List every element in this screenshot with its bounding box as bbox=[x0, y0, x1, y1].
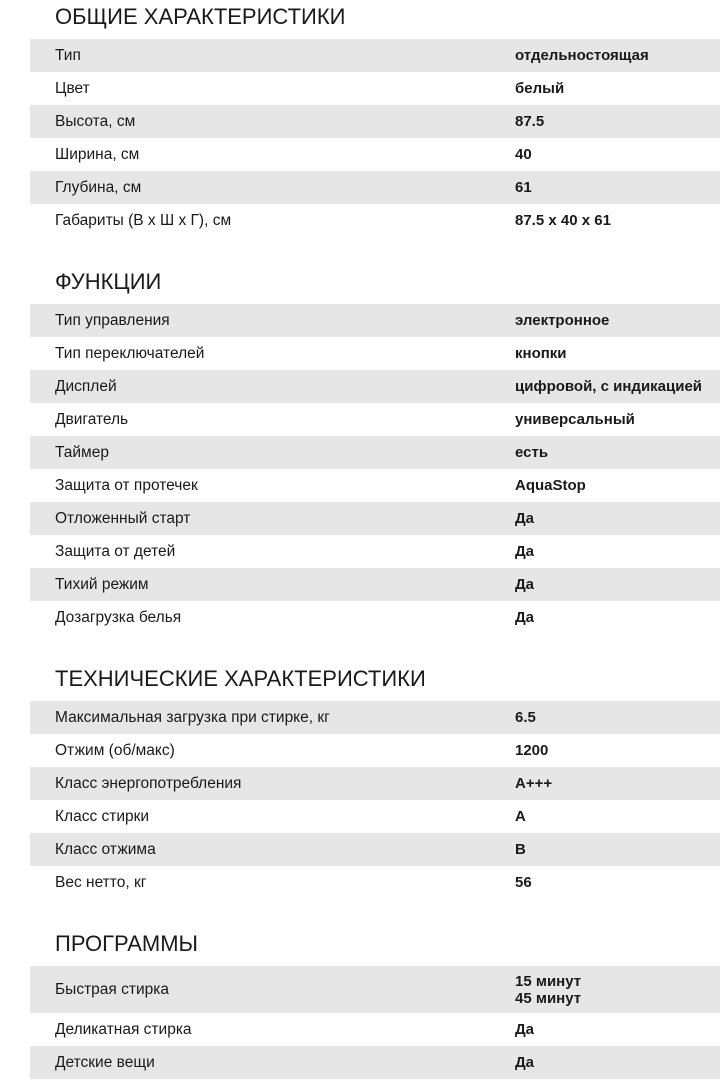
table-row bbox=[30, 966, 720, 1013]
row-label: Дисплей bbox=[55, 377, 117, 395]
spec-table bbox=[30, 39, 720, 237]
table-row bbox=[30, 436, 720, 469]
row-value: 61 bbox=[515, 179, 532, 196]
row-label: Быстрая стирка bbox=[55, 980, 169, 998]
section-title: ФУНКЦИИ bbox=[55, 269, 162, 294]
table-row bbox=[30, 1013, 720, 1046]
row-value: B bbox=[515, 841, 526, 858]
row-value: электронное bbox=[515, 312, 610, 329]
table-row bbox=[30, 39, 720, 72]
spec-table bbox=[30, 966, 720, 1079]
table-row bbox=[30, 535, 720, 568]
table-row bbox=[30, 866, 720, 899]
row-value: кнопки bbox=[515, 345, 567, 362]
row-label: Тихий режим bbox=[55, 575, 149, 593]
table-row bbox=[30, 72, 720, 105]
spec-table bbox=[30, 701, 720, 899]
table-row bbox=[30, 601, 720, 634]
table-row bbox=[30, 304, 720, 337]
table-row bbox=[30, 568, 720, 601]
table-row bbox=[30, 370, 720, 403]
row-label: Защита от протечек bbox=[55, 476, 198, 494]
table-row bbox=[30, 502, 720, 535]
row-value: Да bbox=[515, 1054, 535, 1071]
table-row bbox=[30, 1046, 720, 1079]
table-row bbox=[30, 171, 720, 204]
table-row bbox=[30, 734, 720, 767]
row-value: Да bbox=[515, 609, 535, 626]
row-value: A bbox=[515, 808, 526, 825]
row-label: Дозагрузка белья bbox=[55, 608, 182, 626]
table-row bbox=[30, 469, 720, 502]
row-label: Детские вещи bbox=[55, 1053, 155, 1071]
section-title: ОБЩИЕ ХАРАКТЕРИСТИКИ bbox=[55, 4, 346, 29]
row-value: универсальный bbox=[515, 411, 635, 428]
row-value: отдельностоящая bbox=[515, 47, 649, 64]
row-value: 40 bbox=[515, 146, 532, 163]
row-label: Тип управления bbox=[55, 311, 170, 329]
row-value: Да bbox=[515, 1021, 535, 1038]
row-value: AquaStop bbox=[515, 477, 586, 494]
row-label: Вес нетто, кг bbox=[55, 873, 147, 891]
row-label: Тип bbox=[55, 46, 81, 64]
row-label: Максимальная загрузка при стирке, кг bbox=[55, 708, 330, 726]
row-value: Да bbox=[515, 576, 535, 593]
row-label: Таймер bbox=[55, 443, 109, 461]
row-label: Класс стирки bbox=[55, 807, 150, 825]
table-row bbox=[30, 767, 720, 800]
table-row bbox=[30, 701, 720, 734]
row-label: Защита от детей bbox=[55, 542, 176, 560]
row-value: 1200 bbox=[515, 742, 549, 759]
row-value-line: 45 минут bbox=[515, 989, 582, 1007]
row-value: есть bbox=[515, 444, 549, 461]
row-label: Ширина, см bbox=[55, 145, 140, 163]
row-label: Габариты (В х Ш х Г), см bbox=[55, 211, 232, 229]
row-label: Отложенный старт bbox=[55, 509, 191, 527]
table-row bbox=[30, 800, 720, 833]
section-title: ТЕХНИЧЕСКИЕ ХАРАКТЕРИСТИКИ bbox=[55, 666, 426, 691]
row-value: 87.5 x 40 x 61 bbox=[515, 212, 611, 229]
row-label: Отжим (об/макс) bbox=[55, 741, 175, 759]
table-row bbox=[30, 105, 720, 138]
row-label: Высота, см bbox=[55, 112, 136, 130]
row-value: белый bbox=[515, 80, 565, 97]
row-label: Класс энергопотребления bbox=[55, 774, 242, 792]
row-value: 56 bbox=[515, 874, 532, 891]
spec-table bbox=[30, 304, 720, 634]
row-value: 87.5 bbox=[515, 113, 545, 130]
table-row bbox=[30, 403, 720, 436]
row-value: Да bbox=[515, 543, 535, 560]
row-value: A+++ bbox=[515, 775, 553, 792]
row-value: Да bbox=[515, 510, 535, 527]
row-value-line: 15 минут bbox=[515, 972, 582, 990]
table-row bbox=[30, 138, 720, 171]
row-label: Цвет bbox=[55, 79, 90, 97]
row-label: Тип переключателей bbox=[55, 344, 205, 362]
row-label: Двигатель bbox=[55, 410, 129, 428]
row-label: Глубина, см bbox=[55, 178, 142, 196]
section-title: ПРОГРАММЫ bbox=[55, 931, 199, 956]
row-label: Деликатная стирка bbox=[55, 1020, 192, 1038]
row-value: 6.5 bbox=[515, 709, 536, 726]
table-row bbox=[30, 833, 720, 866]
table-row bbox=[30, 337, 720, 370]
row-label: Класс отжима bbox=[55, 840, 156, 858]
row-value: цифровой, с индикацией bbox=[515, 378, 703, 395]
table-row bbox=[30, 204, 720, 237]
row-value bbox=[515, 973, 581, 1007]
